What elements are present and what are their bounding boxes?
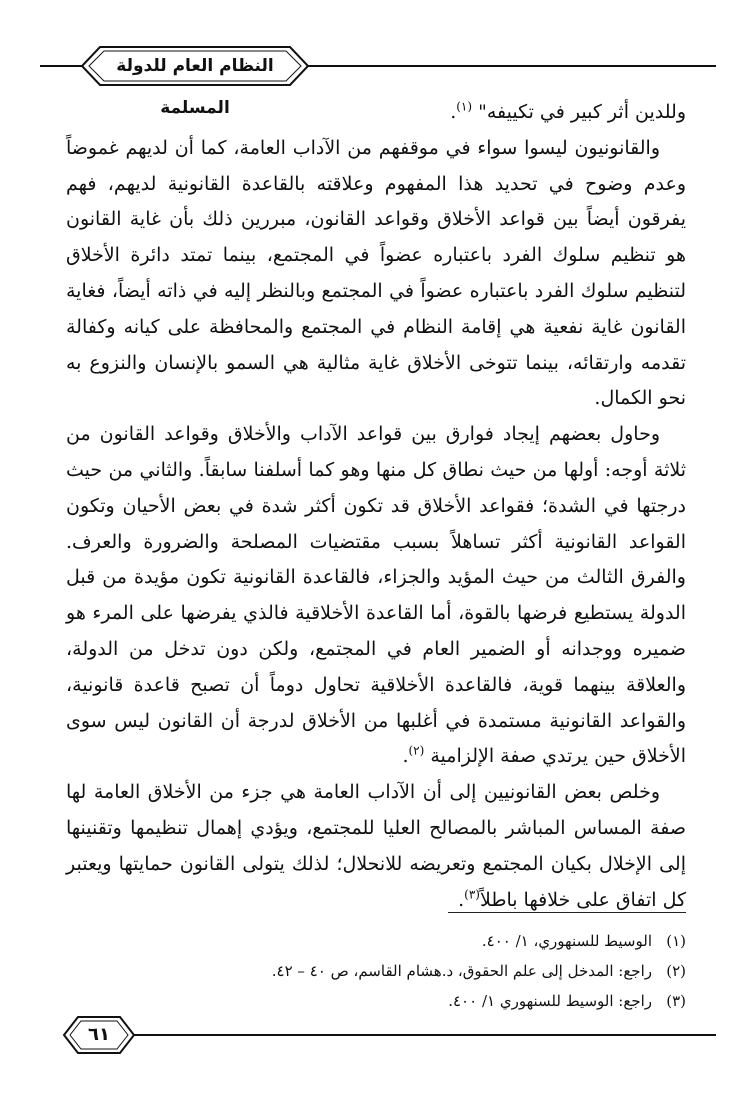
paragraph-end: . <box>402 745 409 768</box>
header-rule-left <box>40 65 82 67</box>
footnote <box>126 956 686 986</box>
footnotes <box>126 926 686 1016</box>
paragraph-text: وخلص بعض القانونيين إلى أن الآداب العامة هي جزء من الأخلاق العامة لها صفة المساس المباشر بالمصالح العليا للمجتمع، ويؤدي إهمال تنظيمها وتقنينها إلى الإخلال بكيان المجتمع وتعريضه للانحلال؛ لذلك يتولى القانون حمايتها ويعتبر كل اتفاق على خلافها باطلاً <box>66 781 686 911</box>
page-footer <box>40 1015 716 1055</box>
paragraph <box>66 417 686 775</box>
footnote <box>126 986 686 1016</box>
paragraph <box>66 775 686 918</box>
footnote-separator <box>448 912 686 913</box>
paragraph-text: وللدين أثر كبير في تكييفه" <box>478 101 686 123</box>
footnote-text: الوسيط للسنهوري، ١/ ٤٠٠. <box>481 932 652 950</box>
paragraph-text: والقانونيون ليسوا سواء في موقفهم من الآداب العامة، كما أن لديهم غموضاً وعدم وضوح في تحديد هذا المفهوم وعلاقته بالقاعدة القانونية لديهم، فهم يفرقون أيضاً بين قواعد الأخلاق وقواعد القانون، مبررين ذلك بأن غاية القانون هو تنظيم سلوك الفرد باعتباره عضواً في المجتمع، بينما تمتد دائرة الأخلاق لتنظيم سلوك الفرد باعتباره عضواً في المجتمع وبالنظر إليه في ذاته أيضاً، فغاية القانون غاية نفعية هي إقامة النظام في المجتمع والمحافظة على كيانه وكفالة تقدمه وارتقائه، بينما تتوخى الأخلاق غاية مثالية هي السمو بالإنسان والنزوع به نحو الكمال. <box>66 136 686 410</box>
footnote <box>126 926 686 956</box>
footer-rule <box>118 1034 716 1036</box>
header-title: النظام العام للدولة المسلمة <box>116 56 274 118</box>
footnote-text: راجع: الوسيط للسنهوري ١/ ٤٠٠. <box>448 992 652 1010</box>
body-text <box>66 95 686 918</box>
footnote-marker: (٢) <box>408 744 425 759</box>
footnote-number: (٢) <box>666 962 686 980</box>
paragraph <box>66 131 686 417</box>
footnote-marker: (٣) <box>464 887 480 902</box>
footnote-number: (١) <box>666 932 686 950</box>
footnote-marker: (١) <box>456 99 473 114</box>
header-title-frame <box>80 45 310 118</box>
paragraph <box>66 95 686 131</box>
page-number-frame <box>62 1015 136 1055</box>
page-number: ٦١ <box>88 1024 110 1045</box>
paragraph-text: وحاول بعضهم إيجاد فوارق بين قواعد الآداب والأخلاق وقواعد القانون من ثلاثة أوجه: أولها من حيث نطاق كل منها وهو كما أسلفنا سابقاً. والثاني من حيث درجتها في الشدة؛ فقواعد الأخلاق قد تكون أكثر شدة في بعض الأحيان وتكون القواعد القانونية أكثر تساهلاً بسبب مقتضيات المصلحة والضرورة والعرف. والفرق الثالث من حيث المؤيد والجزاء، فالقاعدة القانونية تكون مؤيدة من قبل الدولة يستطيع فرضها بالقوة، أما القاعدة الأخلاقية فالذي يفرضها على المرء هو ضميره ووجدانه أو الضمير العام في المجتمع، ولكن دون تدخل من الدولة، والعلاقة بينهما قوية، فالقاعدة الأخلاقية تحاول دوماً أن تصبح قاعدة قانونية، والقواعد القانونية مستمدة في أغلبها من الأخلاق لدرجة أن القانون ليس سوى الأخلاق حين يرتدي صفة الإلزامية <box>66 423 686 768</box>
header-rule-right <box>308 65 716 67</box>
footnote-text: راجع: المدخل إلى علم الحقوق، د.هشام القاسم، ص ٤٠ – ٤٢. <box>271 962 652 980</box>
footnote-number: (٣) <box>666 992 686 1010</box>
paragraph-end: . <box>450 101 457 123</box>
paragraph-end: . <box>458 888 465 911</box>
